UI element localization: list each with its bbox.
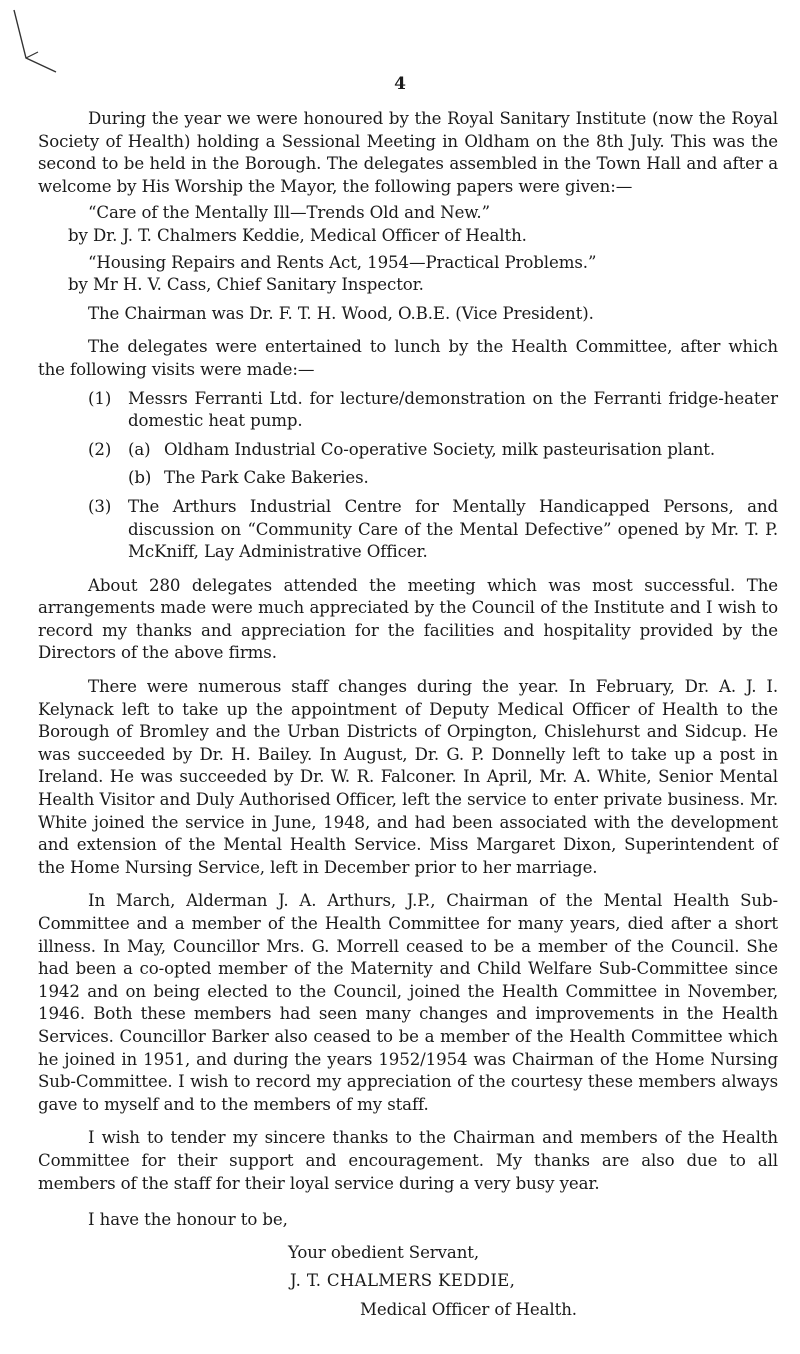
visit-subnumber: (b) (128, 468, 152, 488)
visit-subtext: The Park Cake Bakeries. (164, 468, 369, 488)
paper-entry (38, 252, 778, 297)
lunch-paragraph: The delegates were entertained to lunch by the Health Committee, after which the following visits were made:— (38, 337, 778, 379)
intro-paragraph: During the year we were honoured by the Royal Sanitary Institute (now the Royal Society of Health) holding a Sessional Meeting in Oldham on the 8th July. This was the second to be held in the Borough. The delegates assembled in the Town Hall and after a welcome by His Worship the Mayor, the following papers were given:— (38, 109, 778, 196)
paper-author: by Dr. J. T. Chalmers Keddie, Medical Officer of Health. (68, 225, 527, 245)
signoff-block (38, 1209, 778, 1321)
thanks-paragraph: I wish to tender my sincere thanks to the Chairman and members of the Health Committee for their support and encouragement. My thanks are also due to all members of the staff for their loyal service during a very busy year. (38, 1128, 778, 1193)
visit-number: (3) (88, 496, 112, 516)
attendance-paragraph: About 280 delegates attended the meeting which was most successful. The arrangements made were much appreciated by the Council of the Institute and I wish to record my thanks and appreciation for the facilities and hospitality provided by the Directors of the above firms. (38, 575, 778, 663)
signature-name: J. T. CHALMERS KEDDIE, (290, 1271, 516, 1291)
paper-entry (38, 202, 778, 247)
visit-subnumber: (a) (128, 439, 151, 459)
visit-text: Messrs Ferranti Ltd. for lecture/demonstration on the Ferranti fridge-heater domestic heat pump. (128, 388, 778, 431)
visit-number: (1) (88, 388, 112, 408)
visit-subtext: Oldham Industrial Co-operative Society, milk pasteurisation plant. (164, 439, 716, 459)
signature-title: Medical Officer of Health. (360, 1299, 577, 1319)
closing-line: I have the honour to be, (88, 1210, 288, 1230)
visit-item (38, 439, 778, 490)
visit-subitem (128, 439, 778, 462)
chairman-paragraph: The Chairman was Dr. F. T. H. Wood, O.B.E. (Vice President). (88, 303, 594, 323)
visit-item (38, 496, 778, 564)
committee-paragraph: In March, Alderman J. A. Arthurs, J.P., Chairman of the Mental Health Sub-Committee and a member of the Health Committee for many years, died after a short illness. In May, Councillor Mrs. G. Morrell ceased to be a member of the Council. She had been a co-opted member of the Maternity and Child Welfare Sub-Committee since 1942 and on being elected to the Council, joined the Health Committee in November, 1946. Both these members had seen many changes and improvements in the Health Services. Councillor Barker also ceased to be a member of the Health Committee which he joined in 1951, and during the years 1952/1954 was Chairman of the Home Nursing Sub-Committee. I wish to record my appreciation of the courtesy these members always gave to myself and to the members of my staff. (38, 891, 778, 1114)
paper-title: “Care of the Mentally Ill—Trends Old and New.” (88, 203, 490, 223)
corner-fold-mark (4, 6, 64, 76)
visit-sublist (128, 439, 778, 490)
valediction: Your obedient Servant, (288, 1242, 480, 1262)
page-number: 4 (394, 74, 406, 94)
letter-body (38, 108, 778, 1322)
paper-author: by Mr H. V. Cass, Chief Sanitary Inspector. (68, 275, 424, 295)
visit-number: (2) (88, 439, 112, 459)
visit-subitem (128, 467, 778, 490)
visit-item (38, 388, 778, 433)
visit-text: The Arthurs Industrial Centre for Mentally Handicapped Persons, and discussion on “Community Care of the Mental Defective” opened by Mr. T. P. McKniff, Lay Administrative Officer. (128, 496, 778, 562)
paper-title: “Housing Repairs and Rents Act, 1954—Practical Problems.” (88, 252, 597, 272)
staff-changes-paragraph: There were numerous staff changes during the year. In February, Dr. A. J. I. Kelynack left to take up the appointment of Deputy Medical Officer of Health to the Borough of Bromley and the Urban Districts of Orpington, Chislehurst and Sidcup. He was succeeded by Dr. H. Bailey. In August, Dr. G. P. Donnelly left to take up a post in Ireland. He was succeeded by Dr. W. R. Falconer. In April, Mr. A. White, Senior Mental Health Visitor and Duly Authorised Officer, left the service to enter private business. Mr. White joined the service in June, 1948, and had been associated with the development and extension of the Mental Health Service. Miss Margaret Dixon, Superintendent of the Home Nursing Service, left in December prior to her marriage. (38, 677, 778, 877)
